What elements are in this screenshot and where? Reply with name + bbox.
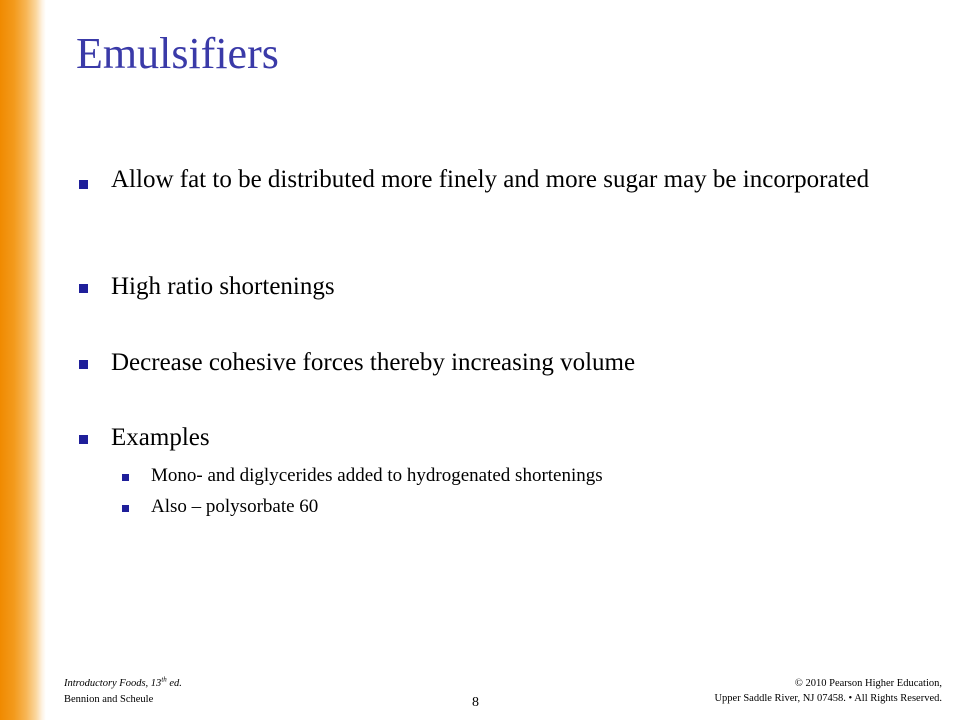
publisher-line: Upper Saddle River, NJ 07458. • All Rights Reserved. [714,693,942,704]
square-bullet-icon [79,435,88,444]
book-title-line [64,677,182,691]
square-bullet-icon [122,474,129,481]
footer-book-info [64,677,182,707]
square-bullet-icon [79,180,88,189]
square-bullet-icon [79,284,88,293]
copyright-line: © 2010 Pearson Higher Education, [794,678,942,689]
bullet-text: High ratio shortenings [111,273,335,300]
sub-bullet-text: Mono- and diglycerides added to hydrogenated shortenings [151,465,603,486]
page-number: 8 [472,695,479,710]
book-edition-tail: ed. [166,678,182,689]
square-bullet-icon [79,360,88,369]
square-bullet-icon [122,505,129,512]
book-authors: Bennion and Scheule [64,694,154,705]
bullet-text: Examples [111,424,210,451]
slide-title: Emulsifiers [76,29,279,78]
bullet-text: Decrease cohesive forces thereby increasing volume [111,349,636,376]
book-title: Introductory Foods, 13 [64,678,162,689]
orange-side-bar [0,0,46,720]
sub-bullet-text: Also – polysorbate 60 [151,496,319,517]
book-edition-sup: th [161,675,167,684]
footer-copyright [714,676,942,706]
bullet-text: Allow fat to be distributed more finely and more sugar may be incorporated [111,166,870,193]
